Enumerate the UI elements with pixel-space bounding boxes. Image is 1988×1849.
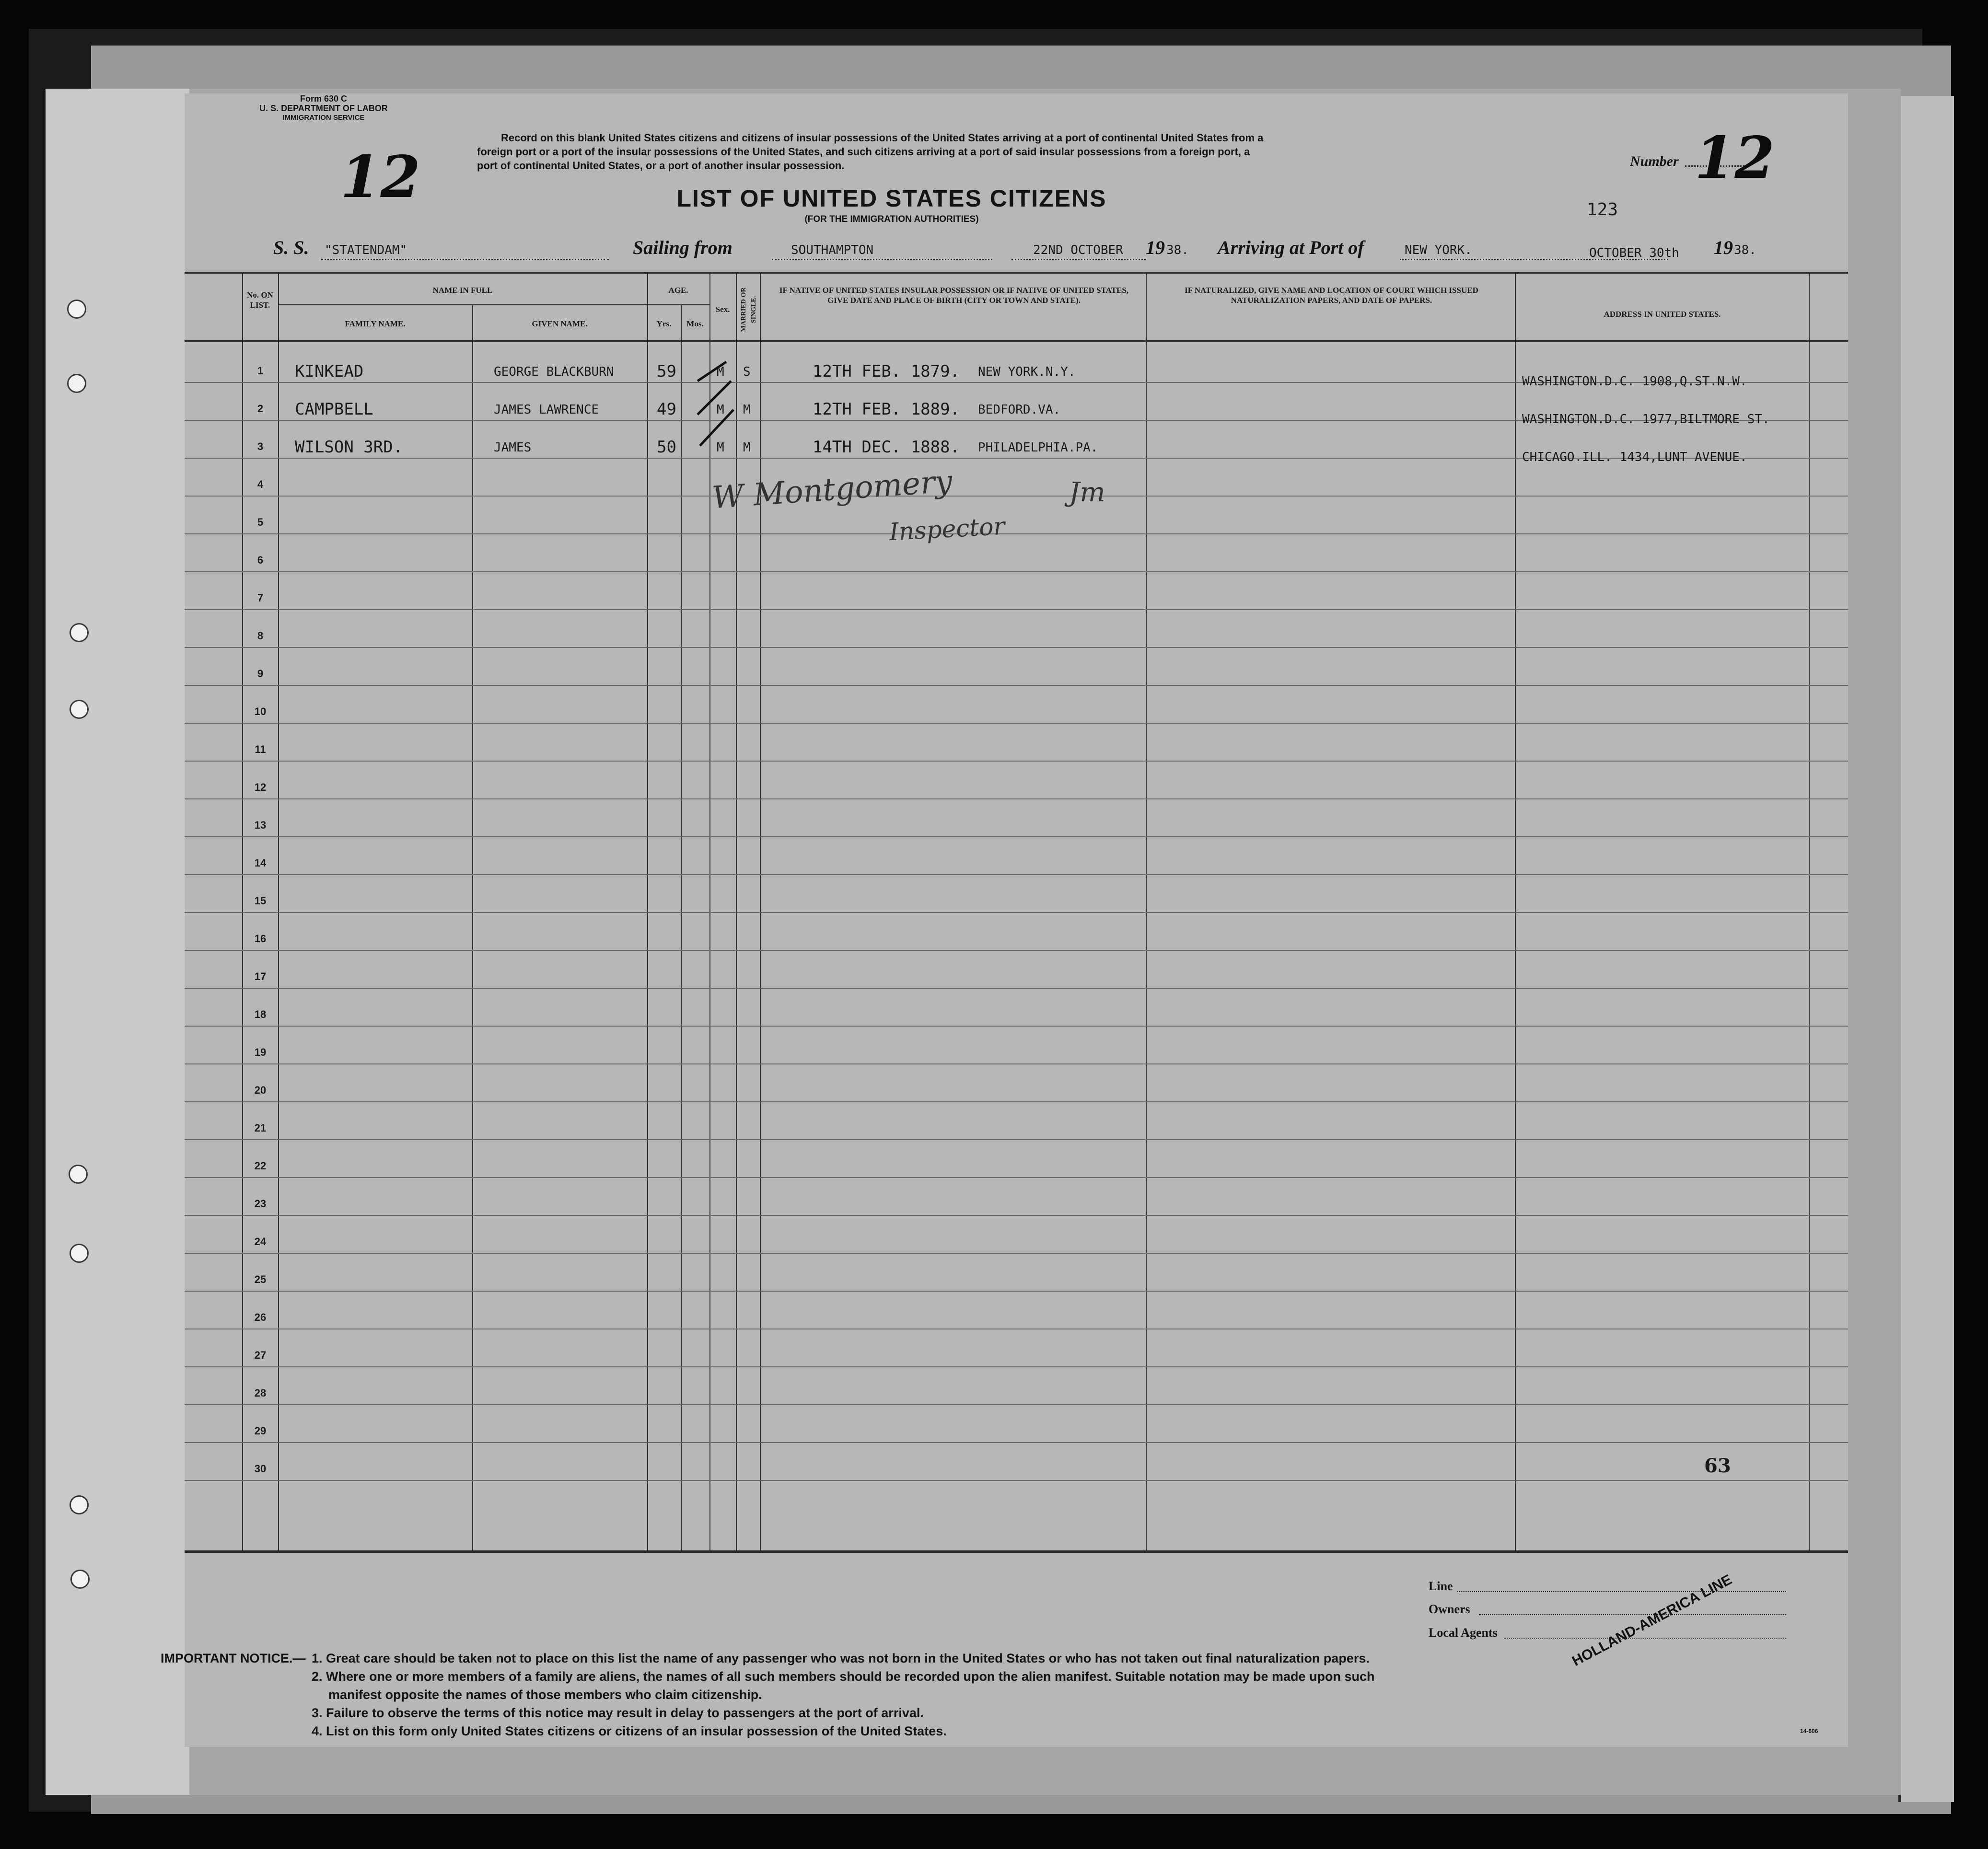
arrival-year-prefix: 19: [1714, 237, 1733, 258]
intro-text: [477, 131, 1747, 173]
row-number: 22: [254, 1160, 267, 1172]
col-header-name: NAME IN FULL: [432, 286, 493, 295]
age-years-cell: 49: [657, 400, 676, 419]
birth-place-cell: BEDFORD.VA.: [978, 403, 1061, 417]
row-rule: [185, 1253, 1848, 1254]
col-header-mos: Mos.: [686, 319, 704, 328]
address-cell: WASHINGTON.D.C. 1908,Q.ST.N.W.: [1522, 374, 1747, 389]
underlying-sheet-edge: [1898, 96, 1954, 1802]
table-bottom-border: [185, 1550, 1848, 1553]
print-code: 14-606: [1800, 1728, 1818, 1734]
number-label: Number: [1630, 153, 1679, 169]
sex-cell: M: [717, 440, 724, 455]
sex-cell: M: [717, 403, 724, 417]
ss-label: S. S.: [273, 237, 309, 258]
agents-label: Local Agents: [1429, 1626, 1498, 1640]
page-stamp-number: 123: [1587, 200, 1618, 220]
given-name-cell: GEORGE BLACKBURN: [494, 365, 614, 379]
footer-page-number: 63: [1704, 1455, 1731, 1477]
col-divider: [647, 272, 648, 1551]
number-value: 12: [1695, 124, 1775, 192]
owners-field: [1479, 1614, 1786, 1615]
col-header-naturalized: IF NATURALIZED, GIVE NAME AND LOCATION OF COURT WHICH ISSUED NATURALIZATION PAPERS, AND DATE OF PAPERS.: [1185, 286, 1478, 305]
col-divider: [709, 272, 710, 1551]
col-header-age: AGE.: [668, 286, 688, 295]
inspector-signature: W Montgomery: [711, 463, 953, 516]
col-header-given: GIVEN NAME.: [532, 319, 588, 328]
notice-heading: IMPORTANT NOTICE.—: [161, 1651, 306, 1665]
col-header-birth: IF NATIVE OF UNITED STATES INSULAR POSSESSION OR IF NATIVE OF UNITED STATES, GIVE DATE AND PLACE OF BIRTH (CITY OR TOWN AND STATE).: [779, 286, 1129, 305]
handwritten-list-number: 12: [340, 143, 420, 211]
birth-place-cell: NEW YORK.N.Y.: [978, 365, 1076, 379]
sail-date-line: [1011, 259, 1146, 260]
sailing-port-line: [772, 259, 992, 260]
row-number: 20: [254, 1084, 267, 1096]
col-divider: [1809, 272, 1810, 1551]
sailing-label: Sailing from: [633, 237, 732, 258]
row-rule: [185, 1404, 1848, 1405]
row-number: 17: [254, 971, 267, 982]
punch-hole-icon: [70, 1244, 89, 1263]
row-number: 14: [254, 857, 267, 869]
row-rule: [185, 874, 1848, 875]
col-header-married: MARRIED OR SINGLE.: [740, 287, 757, 332]
row-number: 27: [254, 1349, 267, 1361]
row-rule: [185, 1366, 1848, 1367]
row-number: 9: [257, 668, 264, 680]
birth-date-cell: 14TH DEC. 1888.: [813, 438, 960, 457]
row-rule: [185, 1480, 1848, 1481]
sail-year-prefix: 19: [1146, 237, 1165, 258]
col-divider: [736, 272, 737, 1551]
arrival-date: OCTOBER 30th: [1589, 246, 1679, 260]
col-header-address: ADDRESS IN UNITED STATES.: [1604, 310, 1721, 319]
signature-suffix: Jm: [1069, 477, 1105, 508]
row-rule: [185, 723, 1848, 724]
row-rule: [185, 1177, 1848, 1178]
col-divider: [278, 272, 279, 1551]
col-header-no: No. ON LIST.: [247, 290, 273, 310]
row-number: 21: [254, 1122, 267, 1134]
col-header-family: FAMILY NAME.: [345, 319, 406, 328]
given-name-cell: JAMES: [494, 440, 532, 455]
row-number: 8: [257, 630, 264, 642]
row-rule: [185, 647, 1848, 648]
punch-hole-icon: [69, 1165, 88, 1184]
col-divider: [472, 304, 473, 1550]
row-rule: [185, 609, 1848, 610]
row-number: 18: [254, 1008, 267, 1020]
address-cell: CHICAGO.ILL. 1434,LUNT AVENUE.: [1522, 450, 1747, 464]
arriving-label: Arriving at Port of: [1218, 237, 1364, 258]
company-stamp: HOLLAND-AMERICA LINE: [1569, 1572, 1735, 1670]
family-name-cell: WILSON 3RD.: [295, 438, 403, 457]
row-number: 3: [257, 440, 264, 452]
row-rule: [185, 761, 1848, 762]
col-header-yrs: Yrs.: [656, 319, 672, 328]
address-cell: WASHINGTON.D.C. 1977,BILTMORE ST.: [1522, 412, 1770, 427]
check-marks: [693, 352, 745, 448]
punch-hole-icon: [70, 1495, 89, 1514]
col-divider: [242, 272, 243, 1551]
row-number: 30: [254, 1463, 267, 1475]
header-bottom-border: [185, 340, 1848, 342]
row-rule: [185, 1063, 1848, 1064]
row-rule: [185, 1101, 1848, 1102]
sail-date: 22ND OCTOBER: [1033, 243, 1123, 257]
row-rule: [185, 1442, 1848, 1443]
line-label: Line: [1429, 1579, 1453, 1593]
row-number: 19: [254, 1046, 267, 1058]
row-number: 13: [254, 819, 267, 831]
birth-place-cell: PHILADELPHIA.PA.: [978, 440, 1098, 455]
sex-cell: M: [717, 365, 724, 379]
notice-item-4: 4. List on this form only United States citizens or citizens of an insular possession of the United States.: [312, 1724, 947, 1738]
row-rule: [185, 836, 1848, 837]
row-rule: [185, 685, 1848, 686]
col-divider: [1515, 272, 1516, 1551]
service-name: IMMIGRATION SERVICE: [282, 114, 365, 122]
agents-field: [1504, 1638, 1786, 1639]
birth-date-cell: 12TH FEB. 1889.: [813, 400, 960, 419]
row-number: 15: [254, 895, 267, 907]
row-number: 2: [257, 403, 264, 415]
binding-margin: [46, 89, 189, 1795]
row-rule: [185, 798, 1848, 799]
row-rule: [185, 1139, 1848, 1140]
row-number: 23: [254, 1198, 267, 1210]
col-divider: [1146, 272, 1147, 1551]
check-mark: [700, 410, 733, 446]
ship-name: "STATENDAM": [325, 243, 407, 257]
notice-item-1: 1. Great care should be taken not to place on this list the name of any passenger who was not born in the United States or who has not taken out final naturalization papers.: [312, 1651, 1370, 1665]
family-name-cell: KINKEAD: [295, 362, 364, 381]
inspector-title: Inspector: [888, 512, 1006, 546]
row-rule: [185, 950, 1848, 951]
row-rule: [185, 988, 1848, 989]
col-divider: [760, 272, 761, 1551]
row-number: 1: [257, 365, 264, 377]
col-header-sex: Sex.: [715, 305, 730, 314]
birth-date-cell: 12TH FEB. 1879.: [813, 362, 960, 381]
owners-label: Owners: [1429, 1602, 1470, 1616]
row-number: 28: [254, 1387, 267, 1399]
age-years-cell: 50: [657, 438, 676, 457]
marital-status-cell: M: [743, 440, 751, 455]
marital-status-cell: M: [743, 403, 751, 417]
sailing-port: SOUTHAMPTON: [791, 243, 874, 257]
intro-line-3: port of continental United States, or a port of another insular possession.: [477, 160, 845, 172]
row-number: 24: [254, 1236, 267, 1248]
age-years-cell: 59: [657, 362, 676, 381]
row-rule: [185, 496, 1848, 497]
row-rule: [185, 1215, 1848, 1216]
notice-item-2: 2. Where one or more members of a family are aliens, the names of all such members should be recorded upon the alien manifest. Suitable notation may be made upon such: [312, 1669, 1375, 1684]
punch-hole-icon: [67, 300, 86, 319]
row-number: 16: [254, 933, 267, 945]
page-title: LIST OF UNITED STATES CITIZENS: [676, 185, 1107, 212]
row-rule: [185, 912, 1848, 913]
check-mark: [698, 381, 731, 415]
family-name-cell: CAMPBELL: [295, 400, 373, 419]
department-name: U. S. DEPARTMENT OF LABOR: [259, 104, 388, 113]
marital-status-cell: S: [743, 365, 751, 379]
row-rule: [185, 1026, 1848, 1027]
form-number: Form 630 C: [300, 94, 348, 104]
arrival-year: 38.: [1734, 243, 1756, 257]
age-subheader-line: [647, 304, 709, 305]
row-rule: [185, 533, 1848, 534]
row-number: 4: [257, 478, 264, 490]
notice-item-2-cont: manifest opposite the names of those members who claim citizenship.: [328, 1687, 762, 1702]
check-mark: [698, 362, 726, 381]
intro-line-2: foreign port or a port of the insular possessions of the United States, and such citizens arriving at a port of said insular possessions from a foreign port, a: [477, 146, 1250, 158]
punch-hole-icon: [67, 374, 86, 393]
sail-year: 38.: [1166, 243, 1189, 257]
ship-line: [321, 259, 609, 260]
punch-hole-icon: [70, 1570, 90, 1589]
punch-hole-icon: [70, 623, 89, 642]
row-number: 6: [257, 554, 264, 566]
row-number: 10: [254, 705, 267, 717]
page-subtitle: (FOR THE IMMIGRATION AUTHORITIES): [804, 214, 979, 224]
punch-hole-icon: [70, 700, 89, 719]
table-top-border: [185, 272, 1848, 274]
row-number: 7: [257, 592, 264, 604]
intro-line-1: Record on this blank United States citizens and citizens of insular possessions of the United States arriving at a port of continental United States from a: [501, 132, 1264, 144]
row-number: 29: [254, 1425, 267, 1437]
notice-item-3: 3. Failure to observe the terms of this notice may result in delay to passengers at the port of arrival.: [312, 1706, 924, 1720]
given-name-cell: JAMES LAWRENCE: [494, 403, 599, 417]
row-number: 12: [254, 781, 267, 793]
row-rule: [185, 1291, 1848, 1292]
row-rule: [185, 571, 1848, 572]
citizens-list-form: [161, 93, 1848, 1747]
row-number: 5: [257, 516, 264, 528]
name-subheader-line: [278, 304, 647, 305]
row-number: 25: [254, 1273, 267, 1285]
col-divider: [681, 304, 682, 1550]
row-number: 11: [255, 743, 266, 755]
row-number: 26: [254, 1311, 267, 1323]
line-field: [1457, 1591, 1786, 1592]
arrival-port: NEW YORK.: [1405, 243, 1472, 257]
